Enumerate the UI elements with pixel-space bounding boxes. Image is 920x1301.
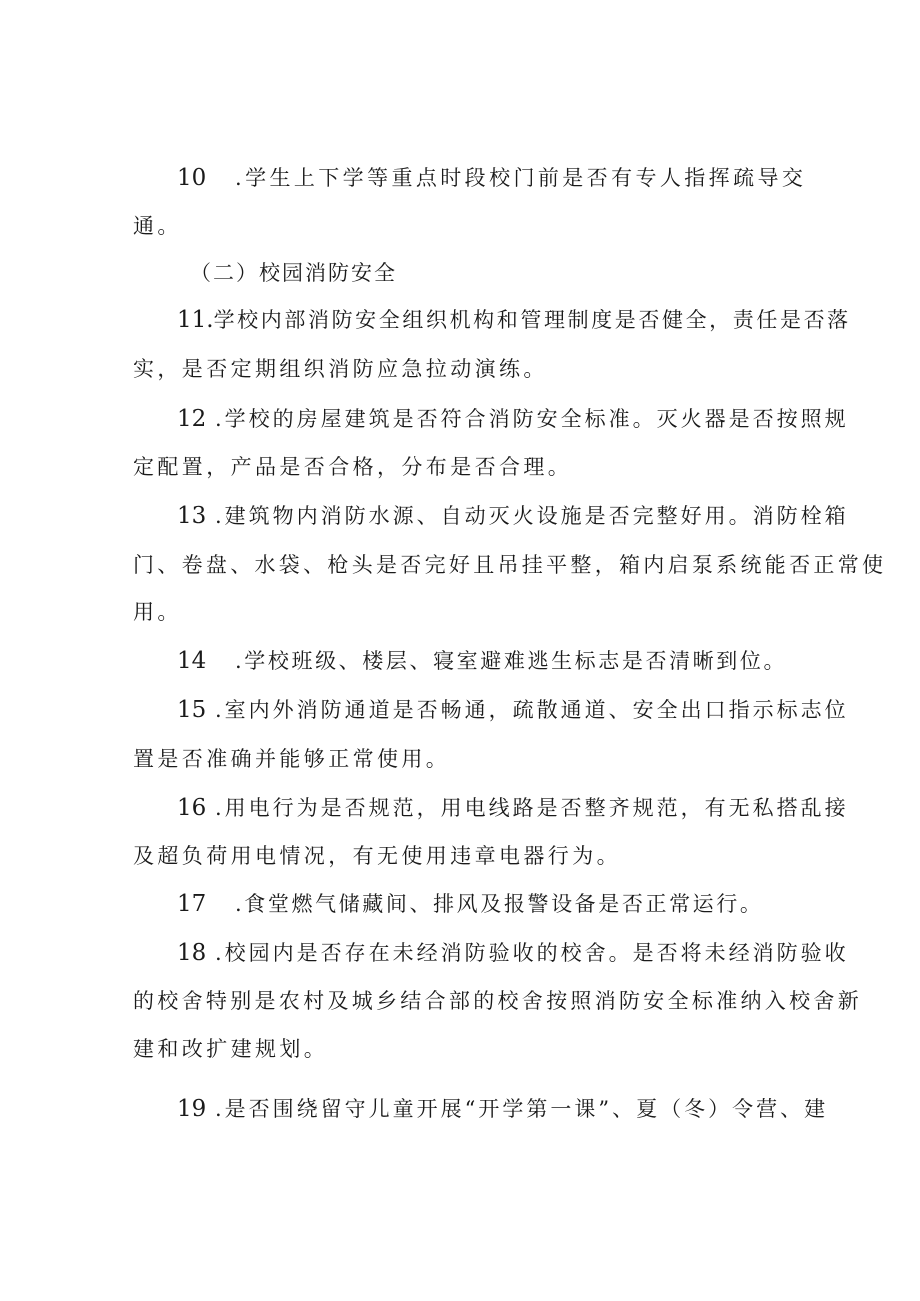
item-12-line-2: 定配置，产品是否合格，分布是否合理。	[133, 455, 573, 479]
item-text: .学校班级、楼层、寝室避难逃生标志是否清晰到位。	[235, 649, 788, 673]
item-10-line-1	[177, 163, 806, 193]
item-19-line-1	[177, 1094, 828, 1124]
item-text: .学生上下学等重点时段校门前是否有专人指挥疏导交	[235, 166, 807, 190]
item-number: 13	[177, 503, 207, 529]
item-number: 19	[177, 1096, 207, 1122]
item-text: .室内外消防通道是否畅通，疏散通道、安全出口指示标志位	[215, 698, 849, 722]
item-text: .用电行为是否规范，用电线路是否整齐规范，有无私搭乱接	[215, 796, 849, 820]
item-text: .建筑物内消防水源、自动灭火设施是否完整好用。消防栓箱	[215, 504, 849, 528]
item-number: 18	[177, 940, 207, 966]
item-13-line-2: 门、卷盘、水袋、枪头是否完好且吊挂平整，箱内启泵系统能否正常使	[133, 553, 887, 577]
item-18-line-3: 建和改扩建规划。	[133, 1037, 329, 1061]
item-number: 17	[177, 891, 207, 917]
item-number: 16	[177, 795, 207, 821]
item-text: .是否围绕留守儿童开展“开学第一课”、夏（冬）令营、建	[215, 1097, 829, 1121]
item-13-line-1	[177, 501, 849, 531]
section-heading: （二）校园消防安全	[190, 261, 397, 285]
item-10-line-2: 通。	[133, 214, 182, 238]
item-12-line-1	[177, 404, 849, 434]
item-text: 学校内部消防安全组织机构和管理制度是否健全，责任是否落	[213, 308, 851, 332]
item-text: .食堂燃气储藏间、排风及报警设备是否正常运行。	[235, 892, 764, 916]
item-15-line-1	[177, 695, 849, 725]
item-16-line-2: 及超负荷用电情况，有无使用违章电器行为。	[133, 844, 621, 868]
item-18-line-2: 的校舍特别是农村及城乡结合部的校舍按照消防安全标准纳入校舍新	[133, 989, 862, 1013]
item-text: .校园内是否存在未经消防验收的校舍。是否将未经消防验收	[215, 941, 849, 965]
item-17-line-1	[177, 889, 763, 919]
item-11-line-1	[177, 305, 851, 335]
item-15-line-2: 置是否准确并能够正常使用。	[133, 747, 451, 771]
item-text: .学校的房屋建筑是否符合消防安全标准。灭火器是否按照规	[215, 407, 849, 431]
item-13-line-3: 用。	[133, 600, 182, 624]
item-number: 11.	[177, 307, 214, 333]
item-16-line-1	[177, 793, 849, 823]
item-14-line-1	[177, 646, 787, 676]
item-18-line-1	[177, 938, 849, 968]
item-number: 15	[177, 697, 207, 723]
item-number: 12	[177, 406, 207, 432]
item-number: 10	[177, 165, 207, 191]
item-number: 14	[177, 648, 207, 674]
item-11-line-2: 实，是否定期组织消防应急拉动演练。	[133, 357, 548, 381]
